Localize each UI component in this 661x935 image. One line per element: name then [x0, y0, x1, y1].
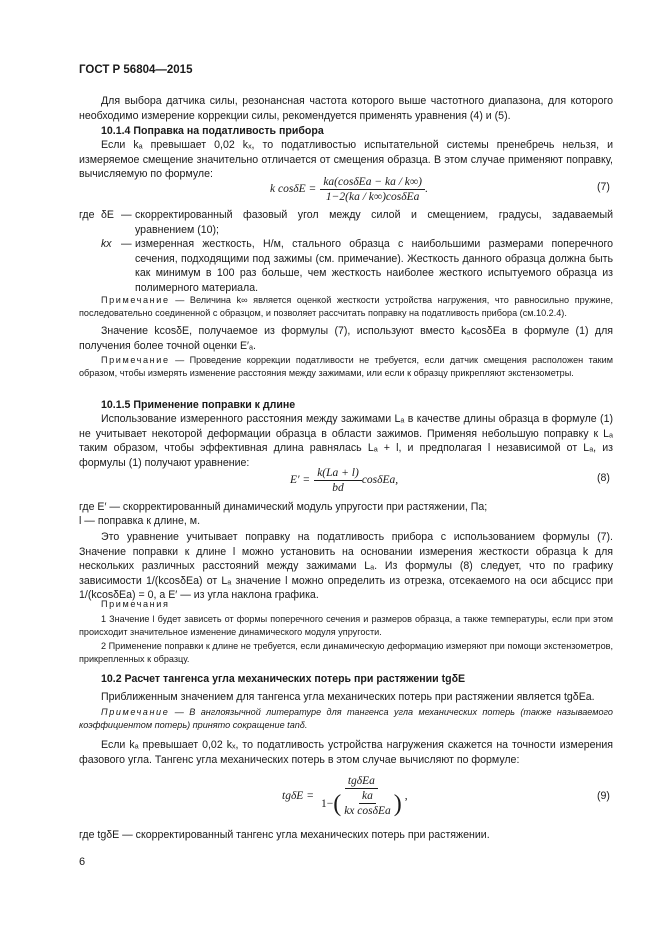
formula-9-paren-close: ) [393, 790, 402, 817]
def-dash: — [121, 209, 132, 221]
definition-row-kx [79, 237, 613, 295]
document-id: ГОСТ Р 56804—2015 [79, 64, 193, 76]
formula-9-inner-numerator: ka [359, 790, 376, 804]
formula-7-numerator: ka(cosδEa − ka / k∞) [320, 176, 425, 190]
formula-9-comma: , [404, 790, 408, 802]
definition-list-7 [79, 208, 613, 296]
section-10-1-4-p1-text: Если kₐ превышает 0,02 kₓ, то податливостью испытательной системы пренебречь нельзя, и измеряемое смещение значительно отличается от смещения образца. В этом случае применяют поправку, вычисляемую по формуле: [79, 139, 613, 181]
formula-9-den-prefix: 1− [320, 797, 334, 810]
note-1-label: Примечание [101, 295, 170, 305]
where-label: где [79, 209, 95, 221]
formula-9-definition: где tgδE — скорректированный тангенс угла механических потерь при растяжении. [79, 829, 490, 841]
note-1-text: — Величина k∞ является оценкой жесткости устройства нагружения, что равносильно пружине, последовательно соединенной с образцом, и позволяет рассчитать поправку на податливость прибора (см.10.2.4). [79, 295, 613, 319]
formula-8-lhs: E′ = [290, 474, 311, 486]
formula-8-denominator: bd [332, 481, 344, 494]
def-text-kx: измеренная жесткость, Н/м, стального образца с наибольшими размерами поперечного сечения, подходящими под зажимы (см. примечание). Жесткость данного образца должна быть как минимум в 100 раз больше, чем жесткость наиболее жесткого испытуемого образца из полимерного материала. [135, 238, 613, 294]
definition-row-delta-e [79, 208, 613, 237]
formula-7-lhs: k cosδE = [270, 183, 317, 195]
note-2 [79, 354, 613, 380]
formula-9-lhs: tgδE = [282, 790, 314, 802]
notes-label: Примечания [101, 599, 170, 609]
section-10-2-paragraph-2: Если kₐ превышает 0,02 kₓ, то податливость устройства нагружения скажется на точности измерения фазового угла. Тангенс угла механических потерь в этом случае вычисляют по формуле: [79, 739, 613, 766]
section-10-1-5-paragraph-1: Использование измеренного расстояния между зажимами Lₐ в качестве длины образца в формуле (1) не учитывает некоторой деформации образца в области зажимов. Применяя небольшую поправку к Lₐ таким образом, чтобы эффективная длина равнялась Lₐ + l, и предполагая l независимой от Lₐ, из формулы (1) получают уравнение: [79, 413, 613, 469]
formula-7-denominator: 1−2(ka / k∞)cosδEa [325, 190, 420, 203]
formula-8-tail: cosδEa, [361, 474, 399, 486]
formula-9-fraction [318, 775, 405, 817]
note-2-label: Примечание [101, 355, 170, 365]
formula-9 [282, 770, 408, 822]
formula-7-fraction [320, 176, 425, 203]
formula-8-numerator: k(La + l) [314, 467, 362, 481]
formula-7 [270, 171, 428, 207]
formula-9-number: (9) [597, 790, 610, 802]
def-symbol-delta-e: δE [101, 209, 114, 221]
formula-8-definition-1: где E′ — скорректированный динамический модуль упругости при растяжении, Па; [79, 501, 488, 513]
formula-8 [290, 462, 398, 498]
section-10-1-5-paragraph-2: Это уравнение учитывает поправку на податливость прибора с использованием формулы (7). Значение поправки к длине l можно установить на основании измерения жесткости образца k для нескольких различных расстояний между зажимами Lₐ. Из формулы (8) следует, что по графику зависимости 1/(kcosδEa) от Lₐ значение l можно определить из отрезка, отсекаемого на оси абсцисс при 1/(kcosδEa) = 0, а E′ — из угла наклона графика. [79, 531, 613, 602]
section-10-2-paragraph-1: Приближенным значением для тангенса угла механических потерь при растяжении является tgδEa. [101, 691, 595, 703]
def-dash: — [121, 238, 132, 251]
formula-7-period: . [424, 183, 428, 195]
section-10-1-5-heading: 10.1.5 Применение поправки к длине [101, 399, 296, 411]
section-10-1-4-paragraph-2: Значение kcosδE, получаемое из формулы (7), используют вместо kₐcosδEa в формуле (1) для получения более точной оценки E′ₐ. [79, 325, 613, 352]
note-10-2-label: Примечание [101, 707, 170, 717]
def-symbol-kx: kx [101, 238, 112, 251]
section-10-1-4-heading: 10.1.4 Поправка на податливость прибора [101, 125, 324, 137]
section-10-2-heading: 10.2 Расчет тангенса угла механических потерь при растяжении tgδE [101, 673, 466, 685]
formula-9-inner-fraction [341, 790, 394, 817]
note-10-2-text: — В англоязычной литературе для тангенса угла механических потерь (также называемого коэффициентом потерь) принято сокращение tanδ. [79, 707, 613, 731]
formula-9-denominator [318, 789, 405, 817]
note-10-2 [79, 706, 613, 732]
intro-paragraph: Для выбора датчика силы, резонансная частота которого выше частотного диапазона, для которого необходимо измерение коррекции силы, рекомендуется применять уравнения (4) и (5). [79, 95, 613, 122]
note-2-text: — Проведение коррекции податливости не требуется, если датчик смещения расположен таким образом, чтобы измерять изменение расстояния между зажимами, или если к образцу прикрепляют экстензометры. [79, 355, 613, 379]
note-item-2: 2 Применение поправки к длине не требуется, если динамическую деформацию измеряют при помощи экстензометров, прикрепленных к образцу. [79, 641, 613, 665]
page-number: 6 [79, 856, 86, 868]
formula-8-fraction [314, 467, 362, 494]
formula-9-paren-open: ( [333, 790, 342, 817]
formula-8-definition-2: l — поправка к длине, м. [79, 515, 201, 527]
formula-7-number: (7) [597, 181, 610, 193]
note-item-1: 1 Значение l будет зависеть от формы поперечного сечения и размеров образца, а также температуры, если при этом происходит значительное изменение динамического модуля упругости. [79, 614, 613, 638]
formula-9-numerator: tgδEa [345, 775, 378, 789]
formula-8-number: (8) [597, 472, 610, 484]
note-1 [79, 294, 613, 320]
formula-9-inner-denominator: kx cosδEa [344, 805, 391, 817]
def-text-delta-e: скорректированный фазовый угол между силой и смещением, градусы, задаваемый уравнением (10); [135, 209, 613, 236]
